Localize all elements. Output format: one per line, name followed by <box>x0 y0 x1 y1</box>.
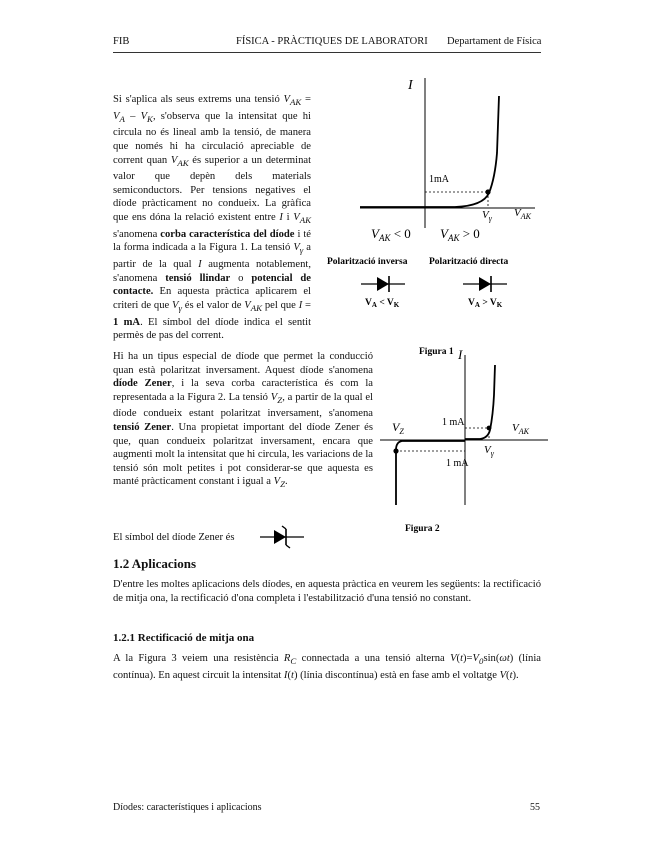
svg-text:Vγ: $V_\gamma$ <box>482 209 492 223</box>
svg-text:VAK: $V_{AK}$ <box>512 422 529 436</box>
zener-symbol-text: El símbol del díode Zener és <box>113 532 235 543</box>
section-title: 1.2 Aplicacions <box>113 556 197 571</box>
fig1-threshold-point <box>485 189 490 194</box>
header-right: Departament de Física <box>447 36 542 47</box>
fig1-caption: Figura 1 <box>419 347 454 357</box>
fig1-pol-inversa: Polarització inversa <box>327 257 408 267</box>
fig2-caption: Figura 2 <box>405 524 440 534</box>
fig1-label-1ma: 1mA <box>429 174 449 185</box>
fig1-diode-forward-icon <box>463 276 507 292</box>
subsection-title: 1.2.1 Rectificació de mitja ona <box>113 632 255 644</box>
section-paragraph: D'entre les moltes aplicacions dels díodes, en aquesta pràctica en veurem les següents: la rectificació de mitja ona, la rectificació d'ona completa i l'estabilització d'una tensió no constant. <box>113 579 541 604</box>
fig2-threshold-point <box>487 426 492 431</box>
zener-symbol-icon <box>258 524 306 550</box>
fig2-zener-curve <box>396 441 465 505</box>
svg-text:VAK > 0: $V_{AK} > 0$ <box>440 226 480 243</box>
svg-text:VA < VK: $V_A < V_K$ <box>365 298 400 309</box>
figure-1-diagram <box>325 68 555 358</box>
fig2-label-1ma-bottom: 1 mA <box>446 458 469 469</box>
header-rule <box>113 52 541 53</box>
footer-title: Díodes: característiques i aplicacions <box>113 802 262 813</box>
svg-text:Vγ: $V_\gamma$ <box>484 444 494 458</box>
subsection-paragraph: A la Figura 3 veiem una resistència $R_C$ connectada a una tensió alterna $V(t)=V_0\sin(\omega t)$ (línia contínua). En aquest circuit la intensitat I(t) (línia discontínua) està en fase amb el voltatge V(t). <box>113 653 542 681</box>
svg-text:VA > VK: $V_A > V_K$ <box>468 298 503 309</box>
fig1-iv-curve <box>360 96 499 207</box>
fig2-label-1ma-top: 1 mA <box>442 417 465 428</box>
fig1-pol-directa: Polarització directa <box>429 257 509 267</box>
paragraph-diode-characteristic: Si s'aplica als seus extrems una tensió $V_{AK} = V_A - V_K$, s'observa que la intensitat que hi circula no és lineal amb la tensió, de manera que només hi ha circulació apreciable de corrent quan $V_{AK}$ és superior a un determinat valor que depèn dels materials semiconductors. Per tensions negatives el díode pràcticament no condueix. La gràfica que ens dóna la relació existent entre I i $V_{AK}$ s'anomena corba característica del díode i té la forma indicada a la Figura 1. La tensió $V_\gamma$ a partir de la qual I augmenta notablement, s'anomena tensió llindar o potencial de contacte. En aquesta pràctica aplicarem el criteri de que $V_\gamma$ és el valor de $V_{AK}$ pel que I = 1 mA. El símbol del díode indica el sentit permès de pas del corrent. <box>113 94 312 342</box>
svg-text:VZ: $V_Z$ <box>392 420 404 436</box>
header-center: FÍSICA - PRÀCTIQUES DE LABORATORI <box>236 36 428 47</box>
page-number: 55 <box>530 802 540 813</box>
fig1-diode-reverse-icon <box>361 276 405 292</box>
svg-text:VAK: $V_{AK}$ <box>514 207 531 221</box>
svg-text:VAK < 0: $V_{AK} < 0$ <box>371 226 411 243</box>
fig2-zener-point <box>393 448 398 453</box>
paragraph-zener: Hi ha un tipus especial de díode que permet la conducció quan està polaritzat inversament. Aquest díode s'anomena díode Zener, i la seva corba característica és com la representada a la Figura 2. La tensió $V_Z$, a partir de la qual el díode condueix estant polaritzat inversament, s'anomena tensió Zener. Una propietat important del díode Zener és que, quan condueix polaritzat inversament, encara que augmenti molt la intensitat que hi circula, les variacions de la tensió són molt petites i pot considerar-se que aquesta es manté pràcticament constant i igual a $V_Z$. <box>113 351 373 490</box>
header-left: FIB <box>113 36 130 47</box>
fig1-axis-i: I <box>408 78 413 93</box>
figure-2-diagram <box>380 345 550 540</box>
fig2-axis-i: I <box>458 347 463 362</box>
